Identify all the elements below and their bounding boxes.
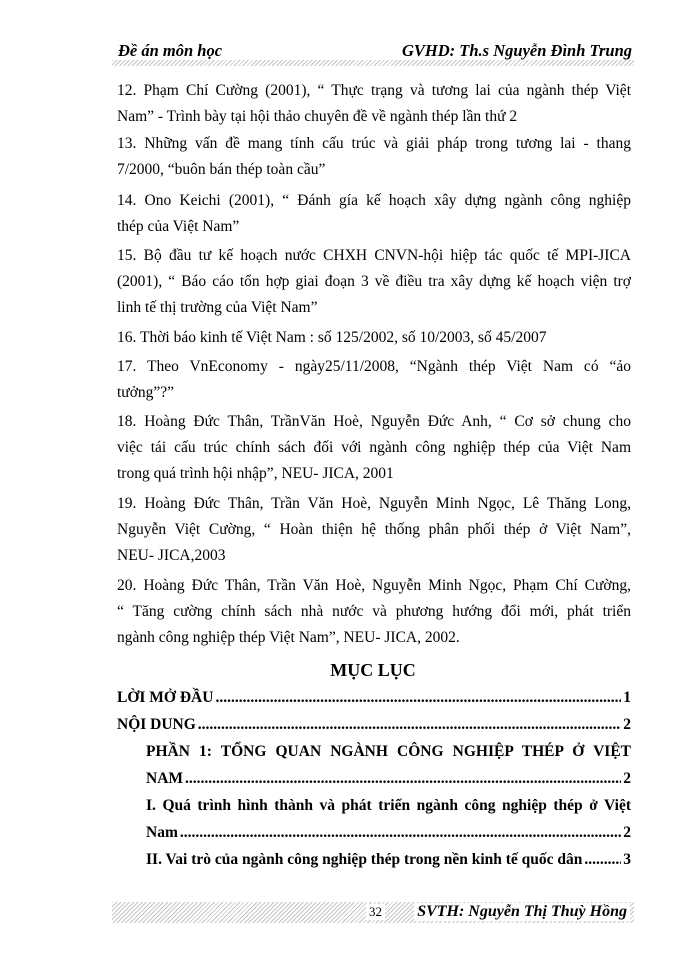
toc-entry[interactable]	[146, 851, 631, 869]
reference-item-cont: trong quá trình hội nhập”, NEU- JICA, 2001	[117, 465, 394, 482]
toc-entry-title: Nam	[146, 824, 178, 841]
reference-item: 17. Theo VnEconomy - ngày25/11/2008, “Ngành thép Việt Nam có “ảo	[117, 358, 631, 375]
toc-entry-title-line[interactable]: I. Quá trình hình thành và phát triển ngành công nghiệp thép ở Việt	[146, 797, 631, 814]
toc-entry[interactable]	[146, 824, 631, 842]
reference-item-cont: NEU- JICA,2003	[117, 547, 226, 564]
toc-entry[interactable]	[117, 716, 631, 734]
toc-leader	[198, 716, 621, 734]
toc-entry[interactable]	[146, 770, 631, 788]
reference-item-cont: “ Tăng cường chính sách nhà nước và phương hướng đổi mới, phát triển	[117, 603, 631, 620]
toc-leader	[185, 770, 621, 788]
toc-entry-title-line[interactable]: PHẦN 1: TỔNG QUAN NGÀNH CÔNG NGHIỆP THÉP Ở VIỆT	[146, 743, 631, 760]
reference-item-cont: 7/2000, “buôn bán thép toàn cầu”	[117, 161, 326, 178]
reference-item-cont: việc tái cấu trúc chính sách đối với ngành công nghiệp thép của Việt Nam	[117, 439, 631, 456]
reference-item: 18. Hoàng Đức Thân, TrầnVăn Hoè, Nguyễn Đức Anh, “ Cơ sở chung cho	[117, 413, 631, 430]
toc-title: MỤC LỤC	[330, 660, 416, 680]
reference-item-cont: Nguyễn Việt Cường, “ Hoàn thiện hệ thống phân phối thép ở Việt Nam”,	[117, 521, 631, 538]
reference-item: 16. Thời báo kinh tế Việt Nam : số 125/2002, số 10/2003, số 45/2007	[117, 329, 547, 346]
toc-entry-title: NỘI DUNG	[117, 716, 196, 733]
header-supervisor: GVHD: Th.s Nguyễn Đình Trung	[402, 41, 632, 60]
reference-item-cont: thép của Việt Nam”	[117, 218, 240, 235]
header-course-title: Đề án môn học	[118, 41, 223, 60]
footer-author: SVTH: Nguyễn Thị Thuỳ Hồng	[414, 903, 630, 921]
toc-page-number: 1	[623, 689, 631, 706]
toc-leader	[215, 689, 621, 707]
header-rule	[112, 60, 634, 66]
toc-leader	[180, 824, 621, 842]
toc-entry[interactable]	[117, 689, 631, 707]
reference-item: 14. Ono Keichi (2001), “ Đánh gía kế hoạch xây dựng ngành công nghiệp	[117, 192, 631, 209]
reference-item-cont: linh tế thị trường của Việt Nam”	[117, 299, 318, 316]
reference-item: 12. Phạm Chí Cường (2001), “ Thực trạng và tương lai của ngành thép Việt	[117, 82, 631, 99]
reference-item-cont: ngành công nghiệp thép Việt Nam”, NEU- JICA, 2002.	[117, 629, 460, 646]
page-footer	[112, 902, 634, 924]
toc-page-number: 3	[623, 851, 631, 868]
reference-item-cont: tưởng”?”	[117, 384, 175, 401]
reference-item: 15. Bộ đầu tư kế hoạch nước CHXH CNVN-hội hiệp tác quốc tế MPI-JICA	[117, 247, 631, 264]
toc-entry-title: NAM	[146, 770, 184, 787]
toc-entry-title: II. Vai trò của ngành công nghiệp thép trong nền kinh tế quốc dân	[146, 851, 583, 868]
toc-entry-title: LỜI MỞ ĐẦU	[117, 689, 214, 706]
reference-item-cont: Nam” - Trình bày tại hội thảo chuyên đề về ngành thép lần thứ 2	[117, 108, 518, 125]
reference-item: 20. Hoàng Đức Thân, Trần Văn Hoè, Nguyễn Minh Ngọc, Phạm Chí Cường,	[117, 577, 631, 594]
toc-page-number: 2	[623, 770, 631, 787]
footer-page-number: 32	[366, 904, 385, 920]
toc-page-number: 2	[623, 824, 631, 841]
toc-page-number: 2	[623, 716, 631, 733]
toc-leader	[584, 851, 621, 869]
reference-item-cont: (2001), “ Báo cáo tổn hợp giai đoạn 3 về điều tra xây dựng kế hoạch viện trợ	[117, 273, 631, 290]
reference-item: 13. Những vấn đề mang tính cấu trúc và giải pháp trong tương lai - thang	[117, 135, 631, 152]
reference-item: 19. Hoàng Đức Thân, Trần Văn Hoè, Nguyễn Minh Ngọc, Lê Thăng Long,	[117, 495, 631, 512]
